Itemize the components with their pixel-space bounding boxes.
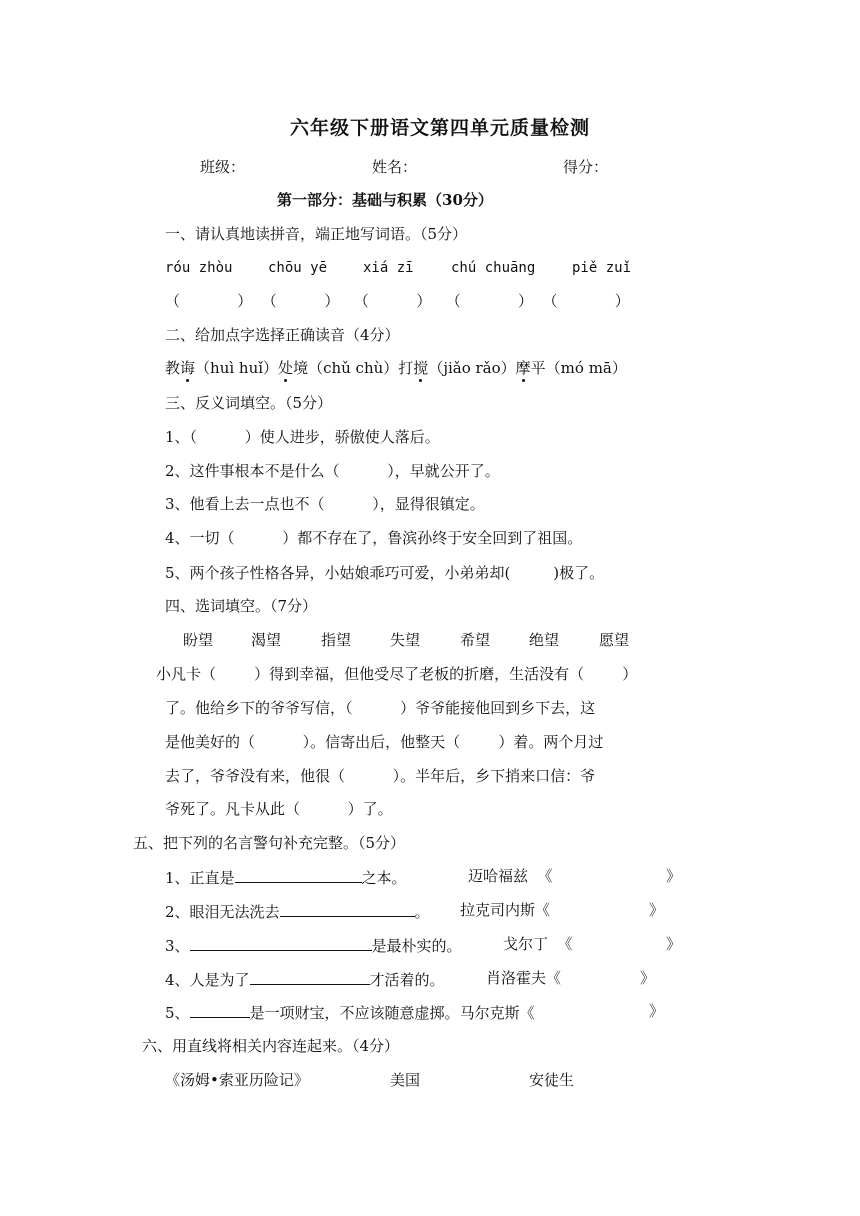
q5-item-4-author: 肖洛霍夫《 bbox=[486, 969, 562, 987]
q5-item-4-close: 》 bbox=[640, 969, 656, 987]
q2-items bbox=[165, 358, 627, 378]
q4-word-4: 失望 bbox=[390, 631, 421, 649]
answer-blank[interactable] bbox=[190, 934, 372, 951]
q6-author[interactable]: 安徒生 bbox=[529, 1071, 575, 1089]
q5-item-4: 4、人是为了 才活着的。 bbox=[165, 968, 445, 990]
q1-pinyin-2: chōu yē bbox=[268, 260, 328, 276]
q5-item-2-author: 拉克司内斯《 bbox=[460, 901, 551, 919]
q4-word-1: 盼望 bbox=[183, 631, 214, 649]
q5-heading: 五、把下列的名言警句补充完整。（5分） bbox=[133, 834, 406, 852]
part1-heading: 第一部分：基础与积累（30分） bbox=[277, 191, 493, 209]
q4-word-7: 愿望 bbox=[599, 631, 630, 649]
class-label: 班级： bbox=[200, 158, 246, 176]
page-title: 六年级下册语文第四单元质量检测 bbox=[290, 117, 591, 139]
q3-item-5[interactable]: 5、两个孩子性格各异，小姑娘乖巧可爱，小弟弟却( )极了。 bbox=[165, 564, 605, 582]
q4-heading: 四、选词填空。（7分） bbox=[165, 597, 318, 615]
q1-heading: 一、请认真地读拼音，端正地写词语。（5分） bbox=[165, 225, 468, 243]
dotted-char: 诲 bbox=[180, 359, 196, 377]
q4-passage-line-4[interactable]: 去了，爷爷没有来，他很（ ）。半年后，乡下捎来口信：爷 bbox=[165, 767, 596, 785]
answer-blank[interactable] bbox=[250, 968, 370, 985]
q5-item-1: 1、正直是 之本。 bbox=[165, 866, 407, 888]
q4-passage-line-5[interactable]: 爷死了。凡卡从此（ ）了。 bbox=[165, 800, 393, 818]
q1-pinyin-1: róu zhòu bbox=[165, 260, 233, 276]
q4-passage-line-2[interactable]: 了。他给乡下的爷爷写信，（ ）爷爷能接他回到乡下去，这 bbox=[165, 699, 596, 717]
q6-country[interactable]: 美国 bbox=[390, 1071, 421, 1089]
q5-item-1-author: 迈哈福兹 《 bbox=[468, 867, 553, 885]
q4-passage-line-3[interactable]: 是他美好的（ ）。信寄出后，他整天（ ）着。两个月过 bbox=[165, 733, 604, 751]
q3-item-1[interactable]: 1、（ ）使人进步，骄傲使人落后。 bbox=[165, 428, 440, 446]
q4-word-2: 渴望 bbox=[251, 631, 282, 649]
q2-item-4: 摩平（mó mā） bbox=[515, 359, 627, 377]
q5-item-5-author: 马尔克斯《 bbox=[459, 1004, 535, 1022]
q5-item-1-close: 》 bbox=[666, 867, 682, 885]
q3-heading: 三、反义词填空。（5分） bbox=[165, 394, 333, 412]
q3-item-2[interactable]: 2、这件事根本不是什么（ ），早就公开了。 bbox=[165, 462, 500, 480]
dotted-char: 处 bbox=[278, 359, 294, 377]
q3-item-3[interactable]: 3、他看上去一点也不（ ），显得很镇定。 bbox=[165, 495, 485, 513]
score-label: 得分： bbox=[563, 158, 609, 176]
q5-item-3: 3、 是最朴实的。 bbox=[165, 934, 462, 956]
dotted-char: 摩 bbox=[515, 359, 531, 377]
answer-blank[interactable] bbox=[235, 866, 362, 883]
q5-item-2: 2、眼泪无法洗去 。 bbox=[165, 900, 430, 922]
q2-item-3: 打搅（jiǎo rǎo） bbox=[398, 359, 516, 377]
answer-blank[interactable] bbox=[280, 900, 415, 917]
name-label: 姓名： bbox=[372, 158, 418, 176]
q2-heading: 二、给加点字选择正确读音（4分） bbox=[165, 326, 400, 344]
q2-item-1: 教诲（huì huǐ） bbox=[165, 359, 279, 377]
q1-answer-brackets[interactable]: （ ） （ ） （ ） （ ） （ ） bbox=[165, 292, 630, 310]
q4-word-5: 希望 bbox=[460, 631, 491, 649]
q5-item-3-author: 戈尔丁 《 bbox=[503, 935, 573, 953]
answer-blank[interactable] bbox=[190, 1001, 250, 1018]
q3-item-4[interactable]: 4、一切（ ）都不存在了，鲁滨孙终于安全回到了祖国。 bbox=[165, 529, 583, 547]
q4-word-6: 绝望 bbox=[529, 631, 560, 649]
q1-pinyin-5: piě zuǐ bbox=[572, 260, 632, 276]
q5-item-3-close: 》 bbox=[666, 935, 682, 953]
q1-pinyin-3: xiá zī bbox=[363, 260, 414, 276]
dotted-char: 搅 bbox=[413, 359, 429, 377]
q4-word-3: 指望 bbox=[321, 631, 352, 649]
q5-item-2-close: 》 bbox=[649, 901, 665, 919]
q2-item-2: 处境（chǔ chù） bbox=[278, 359, 399, 377]
q6-book-title[interactable]: 《汤姆•索亚历险记》 bbox=[165, 1071, 309, 1089]
q5-item-5-close: 》 bbox=[649, 1002, 665, 1020]
q1-pinyin-4: chú chuāng bbox=[451, 260, 536, 276]
q5-item-5: 5、 是一项财宝，不应该随意虚掷。马尔克斯《 bbox=[165, 1001, 535, 1023]
q4-passage-line-1[interactable]: 小凡卡（ ）得到幸福，但他受尽了老板的折磨，生活没有（ ） bbox=[156, 665, 638, 683]
q6-heading: 六、用直线将相关内容连起来。（4分） bbox=[142, 1037, 400, 1055]
